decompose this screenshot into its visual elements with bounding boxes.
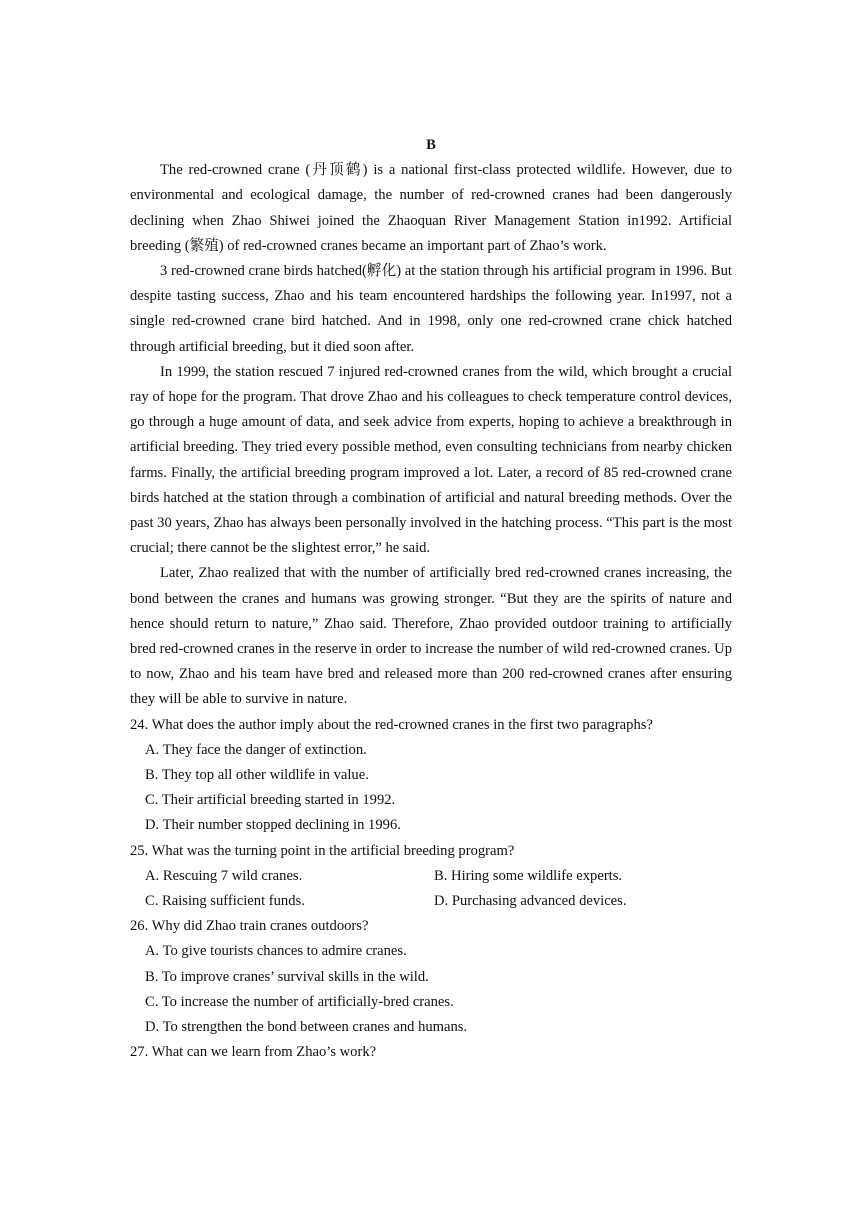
question-26-stem: 26. Why did Zhao train cranes outdoors?	[130, 918, 369, 935]
question-24-stem: 24. What does the author imply about the red-crowned cranes in the first two paragraphs?	[130, 716, 653, 733]
question-25-option-b: B. Hiring some wildlife experts.	[434, 867, 623, 884]
question-25-option-c: C. Raising sufficient funds.	[145, 893, 305, 910]
passage-paragraph-4: Later, Zhao realized that with the number of artificially bred red-crowned cranes increasing, the bond between the cranes and humans was growing stronger. “But they are the spirits of nature and hence should return to nature,” Zhao said. Therefore, Zhao provided outdoor training to artificially bred red-crowned cranes in the reserve in order to increase the number of wild red-crowned cranes. Up to now, Zhao and his team have bred and released more than 200 red-crowned cranes after ensuring they will be able to survive in nature.	[130, 565, 732, 708]
question-25-stem: 25. What was the turning point in the artificial breeding program?	[130, 842, 515, 859]
question-24-option-b: B. They top all other wildlife in value.	[145, 767, 369, 784]
question-26-option-b: B. To improve cranes’ survival skills in the wild.	[145, 968, 429, 985]
question-24-option-c: C. Their artificial breeding started in 1992.	[145, 792, 396, 809]
section-heading: B	[426, 137, 436, 153]
question-26-option-a: A. To give tourists chances to admire cranes.	[145, 943, 407, 960]
question-25-option-d: D. Purchasing advanced devices.	[434, 893, 627, 910]
passage-paragraph-1: The red-crowned crane (丹顶鹤) is a national first-class protected wildlife. However, due to environmental and ecological damage, the number of red-crowned cranes had been dangerously declining when Zhao Shiwei joined the Zhaoquan River Management Station in1992. Artificial breeding (繁殖) of red-crowned cranes became an important part of Zhao’s work.	[130, 162, 732, 254]
question-24-option-a: A. They face the danger of extinction.	[145, 741, 367, 758]
question-25-option-a: A. Rescuing 7 wild cranes.	[145, 867, 303, 884]
question-26-option-c: C. To increase the number of artificially-bred cranes.	[145, 993, 454, 1010]
question-24-option-d: D. Their number stopped declining in 1996.	[145, 817, 401, 834]
passage-paragraph-2: 3 red-crowned crane birds hatched(孵化) at the station through his artificial program in 1996. But despite tasting success, Zhao and his team encountered hardships the following year. In1997, not a single red-crowned crane bird hatched. And in 1998, only one red-crowned crane chick hatched through artificial breeding, but it died soon after.	[130, 263, 732, 355]
question-27-stem: 27. What can we learn from Zhao’s work?	[130, 1044, 377, 1061]
question-25-options-row-1	[130, 864, 732, 889]
document-page	[130, 133, 732, 1066]
question-26-option-d: D. To strengthen the bond between cranes and humans.	[145, 1019, 468, 1036]
passage-paragraph-3: In 1999, the station rescued 7 injured red-crowned cranes from the wild, which brought a crucial ray of hope for the program. That drove Zhao and his colleagues to check temperature control devices, go through a huge amount of data, and seek advice from experts, hoping to achieve a breakthrough in artificial breeding. They tried every possible method, even consulting technicians from nearby chicken farms. Finally, the artificial breeding program improved a lot. Later, a record of 85 red-crowned crane birds hatched at the station through a combination of artificial and natural breeding methods. Over the past 30 years, Zhao has always been personally involved in the hatching process. “This part is the most crucial; there cannot be the slightest error,” he said.	[130, 363, 732, 557]
question-25-options-row-2	[130, 889, 732, 914]
